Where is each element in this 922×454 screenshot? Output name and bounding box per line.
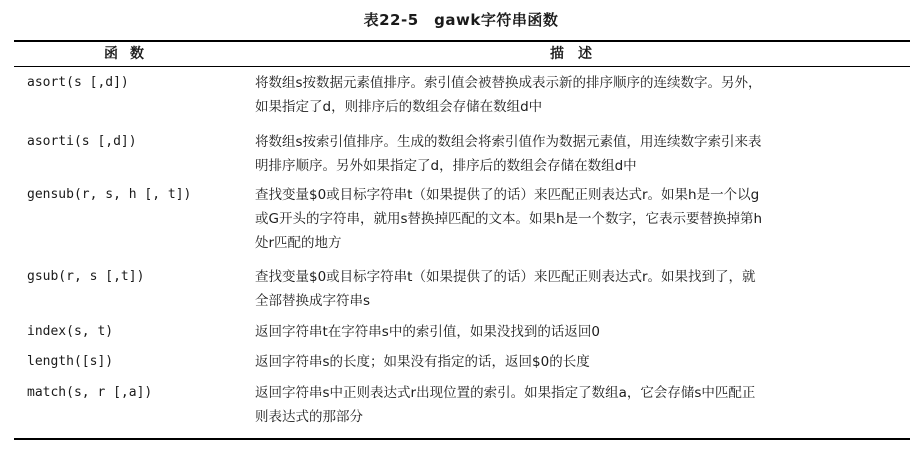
description-line: 处r匹配的地方 — [255, 235, 342, 251]
description-line: 明排序顺序。另外如果指定了d，排序后的数组会存储在数组d中 — [255, 158, 637, 174]
description-line: 返回字符串s的长度；如果没有指定的话，返回$0的长度 — [255, 354, 590, 370]
function-description — [255, 350, 895, 374]
description-line: 如果指定了d，则排序后的数组会存储在数组d中 — [255, 99, 543, 115]
function-description — [255, 320, 895, 344]
function-description — [255, 381, 895, 429]
function-description — [255, 265, 895, 313]
function-signature: gensub(r, s, h [, t]) — [27, 187, 192, 202]
function-signature: gsub(r, s [,t]) — [27, 269, 145, 284]
description-line: 将数组s按索引值排序。生成的数组会将索引值作为数据元素值，用连续数字索引来表 — [255, 134, 762, 150]
description-line: 则表达式的那部分 — [255, 409, 363, 425]
function-signature: match(s, r [,a]) — [27, 385, 153, 400]
description-line: 返回字符串s中正则表达式r出现位置的索引。如果指定了数组a，它会存储s中匹配正 — [255, 385, 756, 401]
description-line: 返回字符串t在字符串s中的索引值，如果没找到的话返回0 — [255, 324, 600, 340]
header-description: 描述 — [550, 46, 606, 62]
function-description — [255, 183, 895, 255]
function-description — [255, 130, 895, 178]
function-description — [255, 71, 895, 119]
function-signature: length([s]) — [27, 354, 114, 369]
top-rule — [14, 40, 910, 42]
function-signature: index(s, t) — [27, 324, 114, 339]
header-function: 函数 — [104, 46, 156, 62]
header-rule — [14, 66, 910, 67]
description-line: 或G开头的字符串，就用s替换掉匹配的文本。如果h是一个数字，它表示要替换掉第h — [255, 211, 763, 227]
description-line: 查找变量$0或目标字符串t（如果提供了的话）来匹配正则表达式r。如果h是一个以g — [255, 187, 760, 203]
description-line: 查找变量$0或目标字符串t（如果提供了的话）来匹配正则表达式r。如果找到了，就 — [255, 269, 756, 285]
function-signature: asorti(s [,d]) — [27, 134, 137, 149]
function-signature: asort(s [,d]) — [27, 75, 129, 90]
description-line: 全部替换成字符串s — [255, 293, 371, 309]
bottom-rule — [14, 438, 910, 440]
description-line: 将数组s按数据元素值排序。索引值会被替换成表示新的排序顺序的连续数字。另外， — [255, 75, 762, 91]
table-caption: 表22-5 gawk字符串函数 — [363, 11, 559, 29]
